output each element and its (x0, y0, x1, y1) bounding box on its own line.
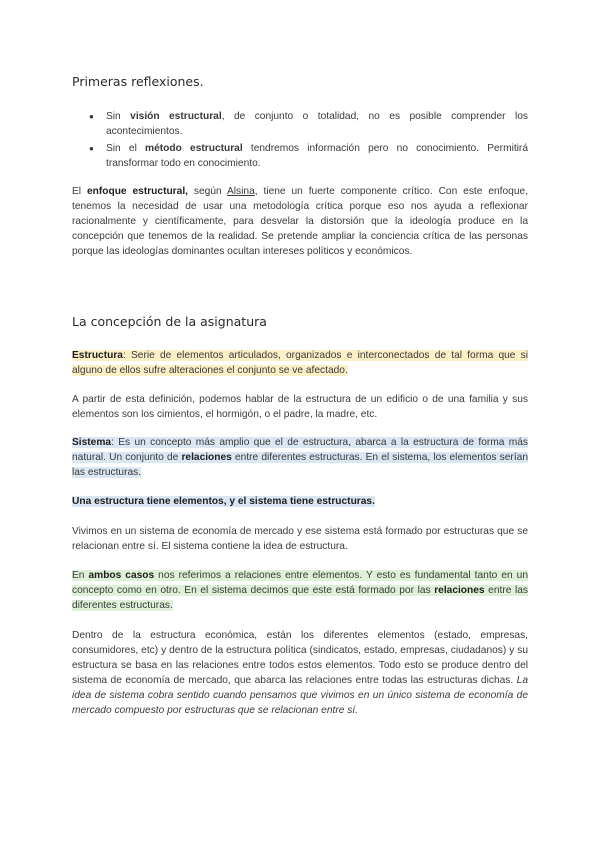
bullet-list (72, 109, 528, 173)
definition-estructura: Estructura: Serie de elementos articulados, organizados e interconectados de tal forma que si alguno de ellos sufre alteraciones el conjunto se ve afectado. (72, 350, 528, 376)
paragraph-sistema-mercado: Vivimos en un sistema de economía de mercado y ese sistema está formado por estructuras que se relacionan entre sí. El sistema contiene la idea de estructura. (72, 526, 528, 552)
definition-sistema: Sistema: Es un concepto más amplio que el de estructura, abarca a la estructura de forma más natural. Un conjunto de relaciones entre diferentes estructuras. En el sistema, los elementos serían las estructuras. (72, 437, 528, 478)
paragraph-ambos-casos: En ambos casos nos referimos a relaciones entre elementos. Y esto es fundamental tanto en un concepto como en otro. En el sistema decimos que este está formado por las relaciones entre las diferentes estructuras. (72, 570, 529, 611)
alsina-link[interactable]: Alsina (227, 186, 255, 197)
bold-highlight-line: Una estructura tiene elementos, y el sistema tiene estructuras. (72, 496, 375, 507)
paragraph-estructura-economica: Dentro de la estructura económica, están los diferentes elementos (estado, empresas, consumidores, etc) y dentro de la estructura política (sindicatos, estado, empresas, ciudadanos) y su estructura se basa en las relaciones entre todos estos elementos. Todo esto se produce dentro del sistema de economía de mercado, que abarca las relaciones entre todas las estructuras dichas. La idea de sistema cobra sentido cuando pensamos que vivimos en un único sistema de economía de mercado compuesto por estructuras que se relacionan entre sí. (72, 630, 528, 716)
bullet-item: ● Sin visión estructural, de conjunto o totalidad, no es posible comprender los acontecimientos. (72, 109, 528, 139)
paragraph-definicion: A partir de esta definición, podemos hablar de la estructura de un edificio o de una familia y sus elementos son los cimientos, el hormigón, o el padre, la madre, etc. (72, 394, 528, 420)
section-heading-concepcion: La concepción de la asignatura (72, 314, 267, 329)
section-heading-primeras-reflexiones: Primeras reflexiones. (72, 74, 204, 89)
bullet-item: ● Sin el método estructural tendremos información pero no conocimiento. Permitirá transformar todo en conocimiento. (72, 141, 528, 171)
paragraph-enfoque-estructural: El enfoque estructural, según Alsina, tiene un fuerte componente crítico. Con este enfoque, tenemos la necesidad de usar una metodología crítica porque eso nos ayuda a reflexionar racionalmente y científicamente, para desvelar la distorsión que la ideología produce en la concepción que tenemos de la realidad. Se pretende ampliar la conciencia crítica de las personas porque las ideologías dominantes ocultan intereses políticos y económicos. (72, 186, 528, 257)
